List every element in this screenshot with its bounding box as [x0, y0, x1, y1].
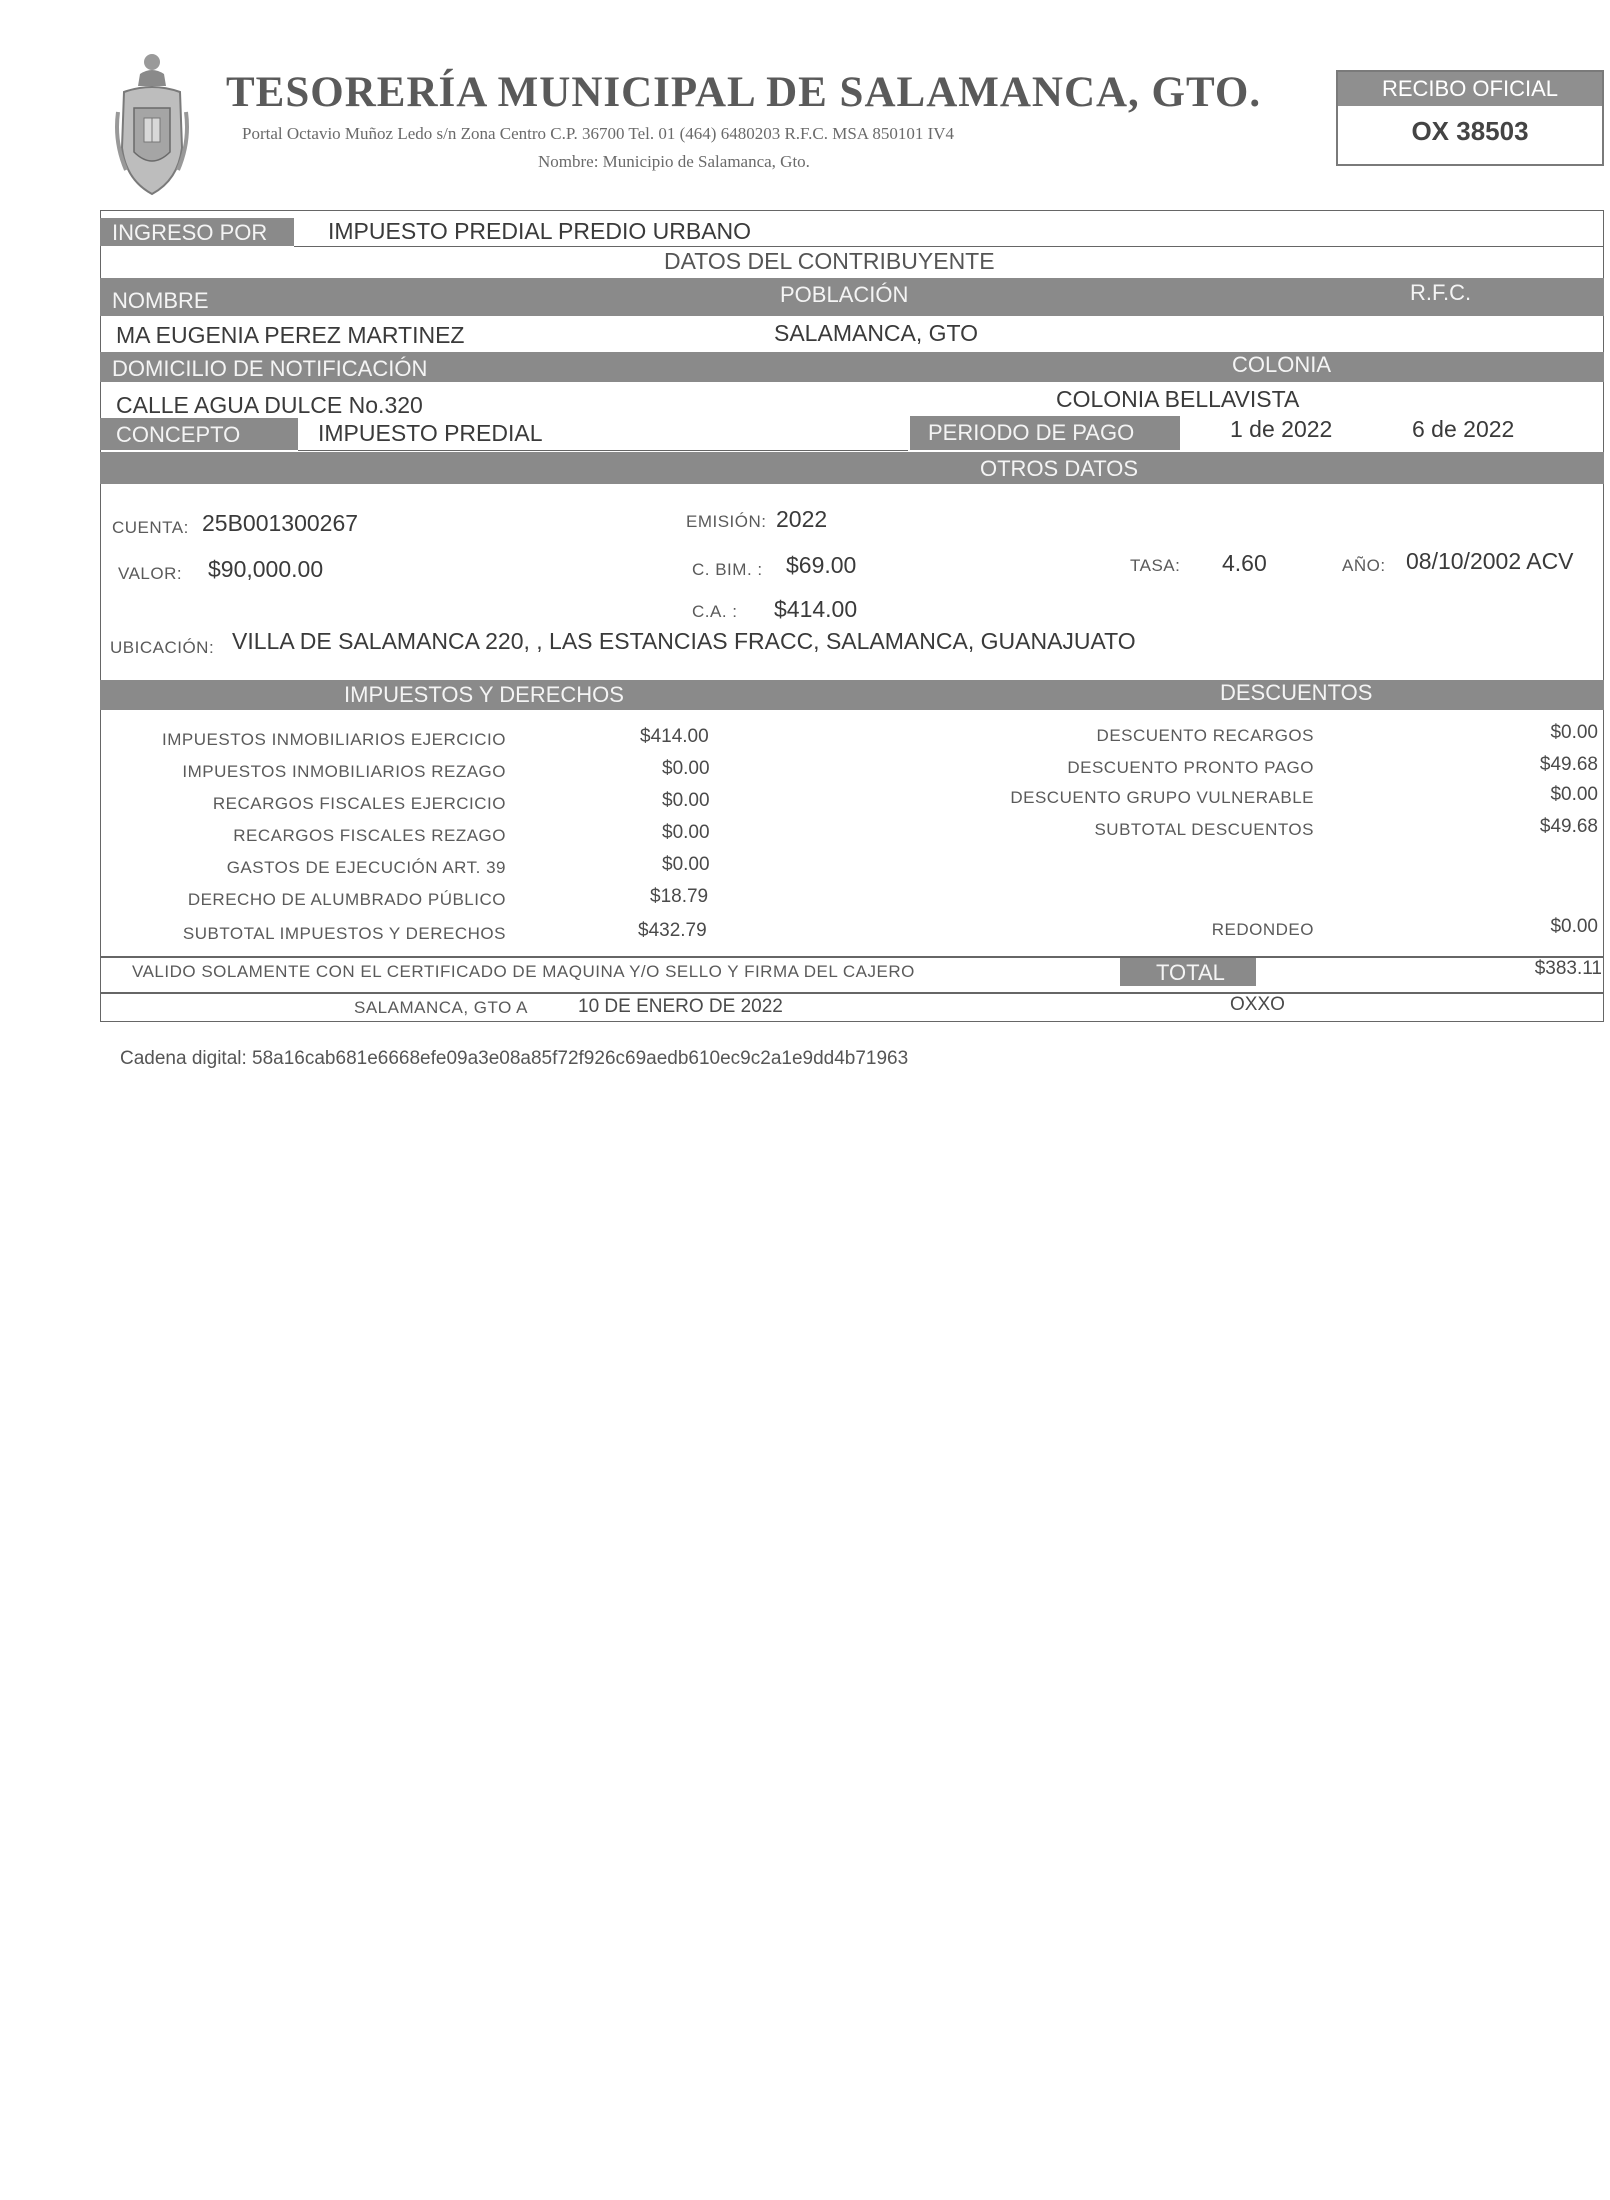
rfc-label: R.F.C.	[1410, 280, 1472, 305]
contribuyente-title: DATOS DEL CONTRIBUYENTE	[664, 248, 995, 274]
ingreso-label: INGRESO POR	[112, 220, 268, 245]
descuento-row-label: DESCUENTO RECARGOS	[1096, 726, 1314, 745]
lugar-label: SALAMANCA, GTO A	[354, 998, 528, 1017]
impuesto-row-amount: $0.00	[662, 854, 710, 875]
descuento-subtotal-label: SUBTOTAL DESCUENTOS	[1094, 820, 1314, 839]
redondeo-label: REDONDEO	[1211, 920, 1314, 939]
impuestos-list	[100, 720, 720, 950]
nombre-label: NOMBRE	[112, 288, 209, 313]
domicilio-label: DOMICILIO DE NOTIFICACIÓN	[112, 356, 428, 381]
impuesto-row-label: IMPUESTOS INMOBILIARIOS REZAGO	[182, 762, 506, 781]
emision-label: EMISIÓN:	[686, 512, 767, 531]
total-label: TOTAL	[1156, 960, 1225, 985]
fecha-value: 10 DE ENERO DE 2022	[578, 996, 783, 1017]
descuentos-title: DESCUENTOS	[1220, 680, 1373, 705]
anio-value: 08/10/2002 ACV	[1406, 548, 1574, 574]
otros-header-bar	[100, 452, 1604, 484]
periodo-label: PERIODO DE PAGO	[928, 420, 1135, 445]
periodo-label-bar	[910, 416, 1180, 450]
receipt-label: RECIBO OFICIAL	[1338, 72, 1602, 106]
impuesto-subtotal-amount: $432.79	[638, 920, 707, 941]
anio-label: AÑO:	[1342, 556, 1386, 575]
descuento-row-amount: $0.00	[1550, 784, 1598, 805]
treasury-address: Portal Octavio Muñoz Ledo s/n Zona Centro C.P. 36700 Tel. 01 (464) 6480203 R.F.C. MSA 850101 IV4	[242, 124, 955, 143]
treasury-name-line: Nombre: Municipio de Salamanca, Gto.	[538, 152, 810, 171]
ca-value: $414.00	[774, 596, 858, 622]
otros-title: OTROS DATOS	[980, 456, 1139, 481]
periodo-fin: 6 de 2022	[1412, 416, 1515, 442]
impuesto-row-amount: $0.00	[662, 822, 710, 843]
impuesto-row-label: RECARGOS FISCALES REZAGO	[233, 826, 506, 845]
cadena-digital: Cadena digital: 58a16cab681e6668efe09a3e08a85f72f926c69aedb610ec9c2a1e9dd4b71963	[120, 1048, 909, 1069]
cajero-value: OXXO	[1230, 994, 1285, 1015]
contribuyente-concepto: IMPUESTO PREDIAL	[318, 420, 543, 446]
impuesto-row-label: DERECHO DE ALUMBRADO PÚBLICO	[187, 890, 506, 909]
impuesto-row-amount: $18.79	[650, 886, 709, 907]
impuestos-title: IMPUESTOS Y DERECHOS	[344, 682, 624, 707]
redondeo-amount: $0.00	[1550, 916, 1598, 937]
receipt-number: OX 38503	[1411, 116, 1529, 146]
periodo-inicio: 1 de 2022	[1230, 416, 1333, 442]
descuentos-list	[900, 720, 1604, 950]
domicilio-header-bar	[100, 352, 1604, 382]
contribuyente-colonia: COLONIA BELLAVISTA	[1056, 386, 1300, 412]
validez-note: VALIDO SOLAMENTE CON EL CERTIFICADO DE MAQUINA Y/O SELLO Y FIRMA DEL CAJERO	[132, 962, 915, 981]
impuestos-header-bar	[100, 680, 1604, 710]
ingreso-label-bar	[100, 218, 294, 246]
descuento-subtotal-amount: $49.68	[1539, 816, 1598, 837]
contribuyente-domicilio: CALLE AGUA DULCE No.320	[116, 392, 423, 418]
receipt-box	[1336, 70, 1604, 166]
valor-label: VALOR:	[118, 564, 183, 583]
impuesto-row-label: GASTOS DE EJECUCIÓN ART. 39	[226, 858, 506, 877]
cbim-value: $69.00	[786, 552, 857, 578]
descuento-row-label: DESCUENTO PRONTO PAGO	[1067, 758, 1314, 777]
tasa-label: TASA:	[1130, 556, 1181, 575]
impuesto-row-amount: $414.00	[640, 726, 709, 747]
descuento-row-amount: $49.68	[1539, 754, 1598, 775]
cuenta-label: CUENTA:	[112, 518, 189, 537]
cbim-label: C. BIM. :	[692, 560, 763, 579]
ca-label: C.A. :	[692, 602, 738, 621]
valor-value: $90,000.00	[208, 556, 324, 582]
total-label-bar	[1120, 958, 1256, 986]
descuento-row-amount: $0.00	[1550, 722, 1598, 743]
contribuyente-poblacion: SALAMANCA, GTO	[774, 320, 979, 346]
treasury-title: TESORERÍA MUNICIPAL DE SALAMANCA, GTO.	[226, 69, 1262, 116]
impuesto-row-amount: $0.00	[662, 790, 710, 811]
emision-value: 2022	[776, 506, 828, 532]
ubicacion-label: UBICACIÓN:	[110, 638, 215, 657]
contribuyente-nombre: MA EUGENIA PEREZ MARTINEZ	[116, 322, 465, 348]
impuesto-row-label: RECARGOS FISCALES EJERCICIO	[212, 794, 506, 813]
cuenta-value: 25B001300267	[202, 510, 359, 536]
poblacion-label: POBLACIÓN	[780, 282, 909, 307]
concepto-label-bar	[100, 418, 298, 450]
tasa-value: 4.60	[1222, 550, 1267, 576]
impuesto-subtotal-label: SUBTOTAL IMPUESTOS Y DERECHOS	[182, 924, 506, 943]
colonia-label: COLONIA	[1232, 352, 1332, 377]
total-amount: $383.11	[1534, 958, 1602, 979]
nombre-header-bar	[100, 278, 1604, 316]
descuento-row-label: DESCUENTO GRUPO VULNERABLE	[1010, 788, 1314, 807]
impuesto-row-amount: $0.00	[662, 758, 710, 779]
impuesto-row-label: IMPUESTOS INMOBILIARIOS EJERCICIO	[162, 730, 506, 749]
ubicacion-value: VILLA DE SALAMANCA 220, , LAS ESTANCIAS FRACC, SALAMANCA, GUANAJUATO	[232, 628, 1136, 654]
ingreso-value: IMPUESTO PREDIAL PREDIO URBANO	[328, 218, 752, 244]
coat-of-arms-icon	[112, 52, 192, 200]
concepto-label: CONCEPTO	[116, 422, 241, 447]
